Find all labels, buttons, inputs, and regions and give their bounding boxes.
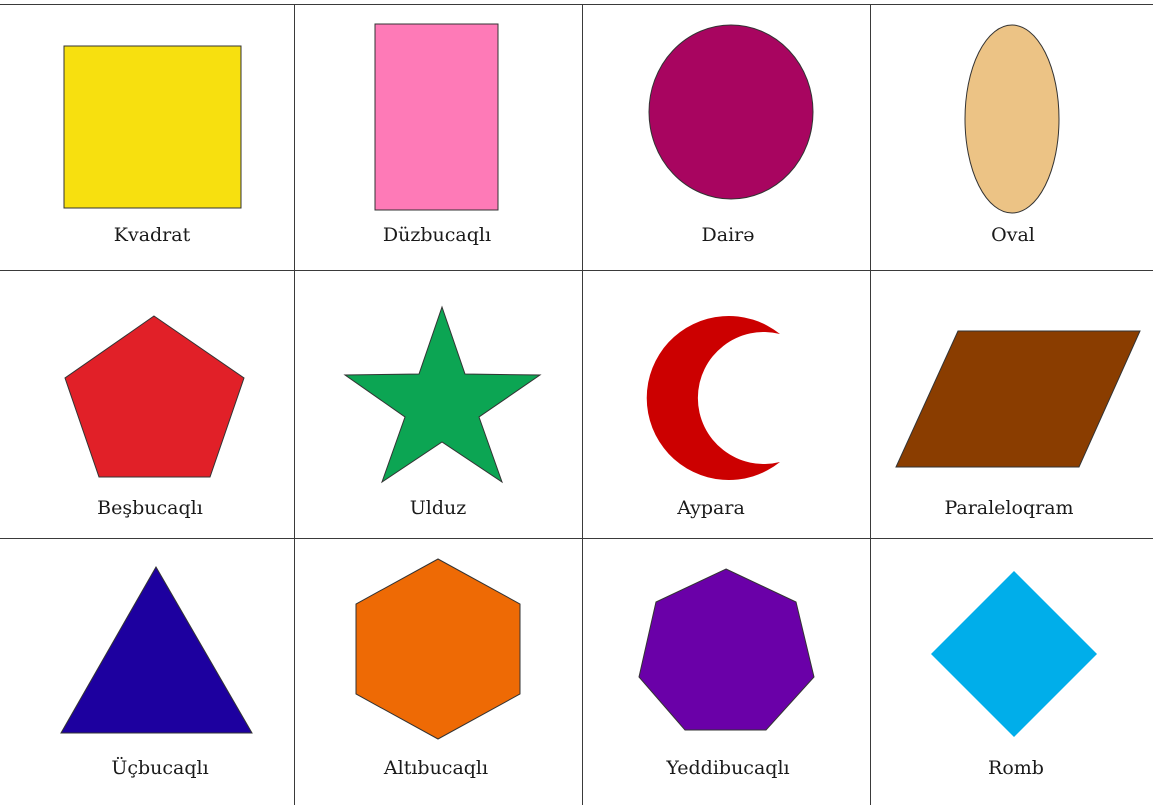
shape-cell-hexagon bbox=[356, 559, 520, 779]
shape-cell-oval bbox=[965, 25, 1059, 246]
pentagon-icon bbox=[65, 316, 244, 477]
shape-cell-crescent bbox=[647, 316, 780, 519]
shape-label: Paraleloqram bbox=[944, 497, 1074, 519]
shape-label: Yeddibucaqlı bbox=[666, 757, 790, 779]
shape-label: Altıbucaqlı bbox=[383, 757, 489, 779]
rhombus-icon bbox=[931, 571, 1097, 737]
shape-label: Düzbucaqlı bbox=[382, 224, 492, 246]
hexagon-icon bbox=[356, 559, 520, 739]
shape-cell-heptagon bbox=[639, 569, 814, 779]
shape-label: Beşbucaqlı bbox=[97, 497, 203, 519]
shape-cell-parallelogram bbox=[896, 331, 1140, 519]
shape-label: Üçbucaqlı bbox=[111, 757, 209, 779]
shape-cell-star bbox=[345, 307, 540, 519]
star-icon bbox=[345, 307, 540, 482]
shape-cell-rectangle bbox=[375, 24, 498, 246]
square-icon bbox=[64, 46, 241, 208]
oval-icon bbox=[965, 25, 1059, 213]
shape-label: Dairə bbox=[701, 224, 755, 246]
shape-label: Ulduz bbox=[409, 497, 467, 519]
shape-cell-circle bbox=[649, 25, 813, 246]
shape-cell-square bbox=[64, 46, 241, 246]
shape-label: Aypara bbox=[677, 497, 745, 519]
circle-icon bbox=[649, 25, 813, 199]
shape-cell-pentagon bbox=[65, 316, 244, 519]
shape-label: Kvadrat bbox=[113, 224, 191, 246]
shape-label: Romb bbox=[988, 757, 1044, 779]
crescent-icon bbox=[647, 316, 780, 480]
triangle-icon bbox=[61, 567, 252, 733]
shape-cell-triangle bbox=[61, 567, 252, 779]
parallelogram-icon bbox=[896, 331, 1140, 467]
shape-cell-rhombus bbox=[931, 571, 1097, 779]
rectangle-icon bbox=[375, 24, 498, 210]
shape-label: Oval bbox=[991, 224, 1035, 246]
heptagon-icon bbox=[639, 569, 814, 730]
